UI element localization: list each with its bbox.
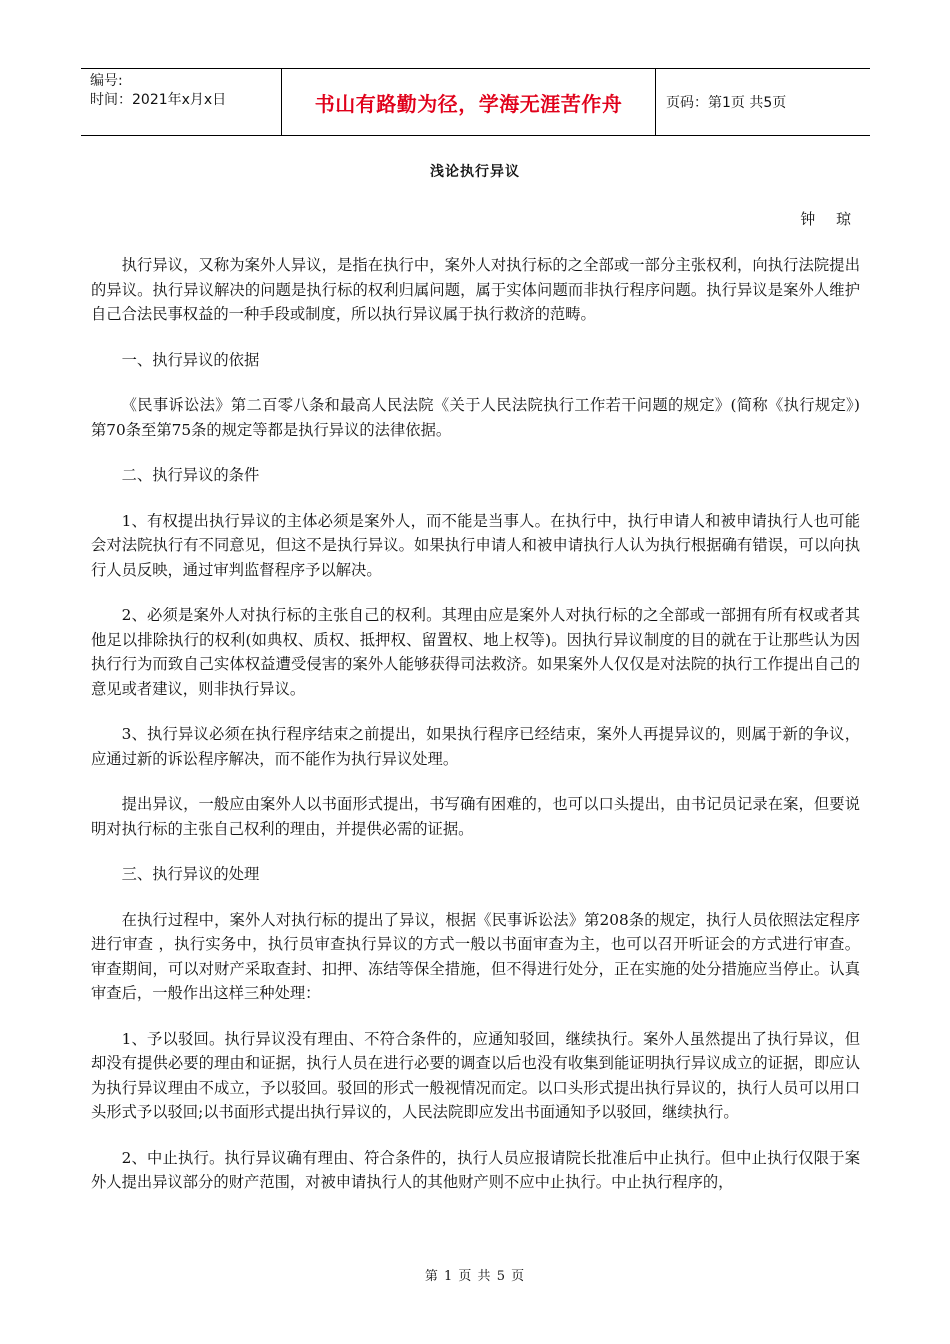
section-heading-1: 一、执行异议的依据 — [121, 350, 260, 369]
page-footer: 第 1 页 共 5 页 — [424, 1269, 526, 1284]
paragraph-intro: 执行异议，又称为案外人异议，是指在执行中，案外人对执行标的之全部或一部分主张权利，向执行法院提出的异议。执行异议解决的问题是执行标的权利归属问题，属于实体问题而非执行程序问题。执行异议是案外人维护自己合法民事权益的一种手段或制度，所以执行异议属于执行救济的范畴。 — [91, 256, 860, 323]
number-label: 编号: — [90, 73, 123, 89]
header-motto: 书山有路勤为径，学海无涯苦作舟 — [281, 69, 656, 135]
document-title: 浅论执行异议 — [430, 164, 520, 180]
paragraph: 1、予以驳回。执行异议没有理由、不符合条件的，应通知驳回，继续执行。案外人虽然提出了执行异议，但却没有提供必要的理由和证据，执行人员在进行必要的调查以后也没有收集到能证明执行异议成立的证据，即应认为执行异议理由不成立，予以驳回。驳回的形式一般视情况而定。以口头形式提出执行异议的，执行人员可以用口头形式予以驳回;以书面形式提出执行异议的，人民法院即应发出书面通知予以驳回，继续执行。 — [91, 1029, 860, 1121]
paragraph: 《民事诉讼法》第二百零八条和最高人民法院《关于人民法院执行工作若干问题的规定》(简称《执行规定》)第70条至第75条的规定等都是执行异议的法律依据。 — [91, 396, 860, 439]
paragraph: 在执行过程中，案外人对执行标的提出了异议，根据《民事诉讼法》第208条的规定，执行人员依照法定程序进行审查 ，执行实务中，执行员审查执行异议的方式一般以书面审查为主，也可以召开听证会的方式进行审查。审查期间，可以对财产采取查封、扣押、冻结等保全措施，但不得进行处分，正在实施的处分措施应当停止。认真审查后，一般作出这样三种处理： — [91, 910, 860, 1002]
document-body — [91, 253, 860, 1216]
paragraph: 2、必须是案外人对执行标的主张自己的权利。其理由应是案外人对执行标的之全部或一部拥有所有权或者其他足以排除执行的权利(如典权、质权、抵押权、留置权、地上权等)。因执行异议制度的目的就在于让那些认为因执行行为而致自己实体权益遭受侵害的案外人能够获得司法救济。如果案外人仅仅是对法院的执行工作提出自己的意见或者建议，则非执行异议。 — [91, 606, 860, 698]
time-label: 时间：2021年x月x日 — [90, 92, 227, 108]
header-page-label: 页码：第1页 共5页 — [666, 95, 787, 111]
header-meta — [81, 69, 281, 135]
paragraph: 2、中止执行。执行异议确有理由、符合条件的，执行人员应报请院长批准后中止执行。但中止执行仅限于案外人提出异议部分的财产范围，对被申请执行人的其他财产则不应中止执行。中止执行程序的， — [91, 1148, 860, 1191]
paragraph: 1、有权提出执行异议的主体必须是案外人，而不能是当事人。在执行中，执行申请人和被申请执行人也可能会对法院执行有不同意见，但这不是执行异议。如果执行申请人和被申请执行人认为执行根据确有错误，可以向执行人员反映，通过审判监督程序予以解决。 — [91, 511, 860, 579]
paragraph: 3、执行异议必须在执行程序结束之前提出，如果执行程序已经结束，案外人再提异议的，则属于新的争议，应通过新的诉讼程序解决，而不能作为执行异议处理。 — [91, 725, 860, 768]
paragraph: 提出异议，一般应由案外人以书面形式提出，书写确有困难的，也可以口头提出，由书记员记录在案，但要说明对执行标的主张自己权利的理由，并提供必需的证据。 — [91, 795, 860, 838]
section-heading-2: 二、执行异议的条件 — [121, 466, 260, 484]
document-header — [81, 68, 870, 136]
author-name: 钟 琼 — [800, 210, 859, 228]
section-heading-3: 三、执行异议的处理 — [121, 865, 260, 883]
